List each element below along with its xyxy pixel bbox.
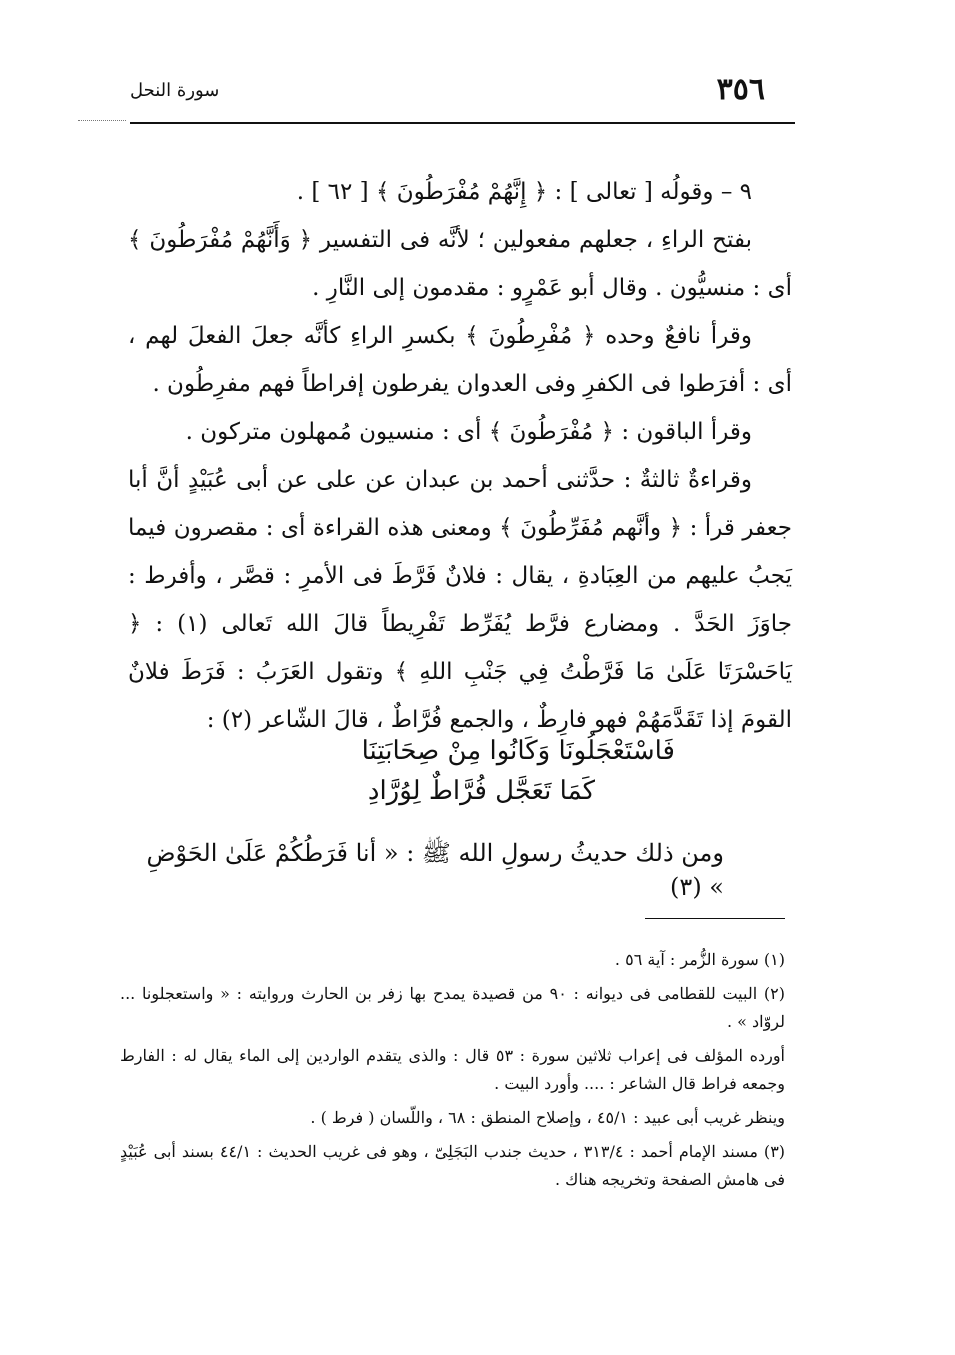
footnote: (١) سورة الزُّمر : آية ٥٦ . [614,950,785,969]
footnotes [120,946,785,1194]
footnote: وينظر غريب أبى عبيد : ٤٥/١ ، وإصلاح المنطق : ٦٨ ، واللّسان ( فرط ) . [310,1108,785,1127]
main-text [128,168,792,744]
poem-hemistich-1: فَاسْتَعْجَلُونَا وَكَانُوا مِنْ صِحَابَتِنَا [361,736,675,766]
footnote: أورده المؤلف فى إعراب ثلاثين سورة : ٥٣ قال : والذى يتقدم الواردين إلى الماء يقال له : الفارط وجمعه فراط قال الشاعر : .... وأورد البيت . [120,1046,785,1093]
footnote: (٢) البيت للقطامى فى ديوانه : ٩٠ من قصيدة يمدح بها زفر بن الحارث وروايته : « واستعجلونا ... لروّاد » . [120,984,785,1031]
footnote: (٣) مسند الإمام أحمد : ٣١٣/٤ ، حديث جندب البَجَلِىّ ، وهو فى غريب الحديث : ٤٤/١ بسند أبى عُبَيْدٍ فى هامش الصفحة وتخريجه هناك . [120,1142,786,1189]
entry-heading: ٩ – وقولُه [ تعالى ] : ﴿ إِنَّهُمْ مُفْرَطُونَ ﴾ [ ٦٢ ] . [296,179,752,205]
footnote-rule [645,918,785,919]
paragraph: بفتح الراءِ ، جعلهم مفعولين ؛ لأنَّه فى التفسير ﴿ وَأَنَّهُمْ مُفْرَطُونَ ﴾ أى : منسيُّون . وقال أبو عَمْرٍو : مقدمون إلى النَّارِ . [128,227,792,301]
closing-line: ومن ذلك حديثُ رسولِ الله ﷺ : « أنا فَرَطُكُمْ عَلَىٰ الحَوْضِ » (٣) [146,839,724,901]
paragraph: وقراءةٌ ثالثةٌ : حدَّثنى أحمد بن عبدان عن على عن أبى عُبَيْدٍ أنَّ أبا جعفر قرأ : ﴿ وأنَّهم مُفَرِّطُونَ ﴾ ومعنى هذه القراءة أى : مقصرون فيما يَجبُ عليهم من العِبَادةِ ، يقال : فلانٌ فَرَّطَ فى الأمرِ : قصَّر ، وأفرط : جاوَزَ الحَدَّ . ومضارع فرَّط يُفَرِّط تَفْرِيطاً قالَ الله تَعالى (١) : ﴿ يَاحَسْرَتَا عَلَىٰ مَا فَرَّطْتُ فِي جَنْبِ اللهِ ﴾ وتقول العَرَبُ : فَرَطَ فلانٌ القومَ إذا تَقَدَّمَهُمْ فهو فارِطٌ ، والجمع فُرَّاطٌ ، قالَ الشّاعر (٢) : [128,467,792,733]
page-header [130,72,765,112]
header-dotted-line [78,120,126,121]
page-number: ٣٥٦ [716,72,765,107]
running-title: سورة النحل [130,80,220,101]
poem-hemistich-2: كَمَا تَعَجَّل فُرَّاطٌ لِوُرَّادِ [367,776,595,806]
header-rule [130,122,795,124]
paragraph: وقرأ الباقون : ﴿ مُفْرَطُونَ ﴾ أى : منسيون مُمهلون متركون . [185,419,752,445]
paragraph: وقرأ نافعٌ وحده ﴿ مُفْرِطُونَ ﴾ بكسرِ الراءِ كأنَّه جعلَ الفعلَ لهم ، أى : أفرَطوا فى الكفرِ وفى العدوان يفرطون إفراطاً فهم مفرِطُون . [128,323,792,397]
